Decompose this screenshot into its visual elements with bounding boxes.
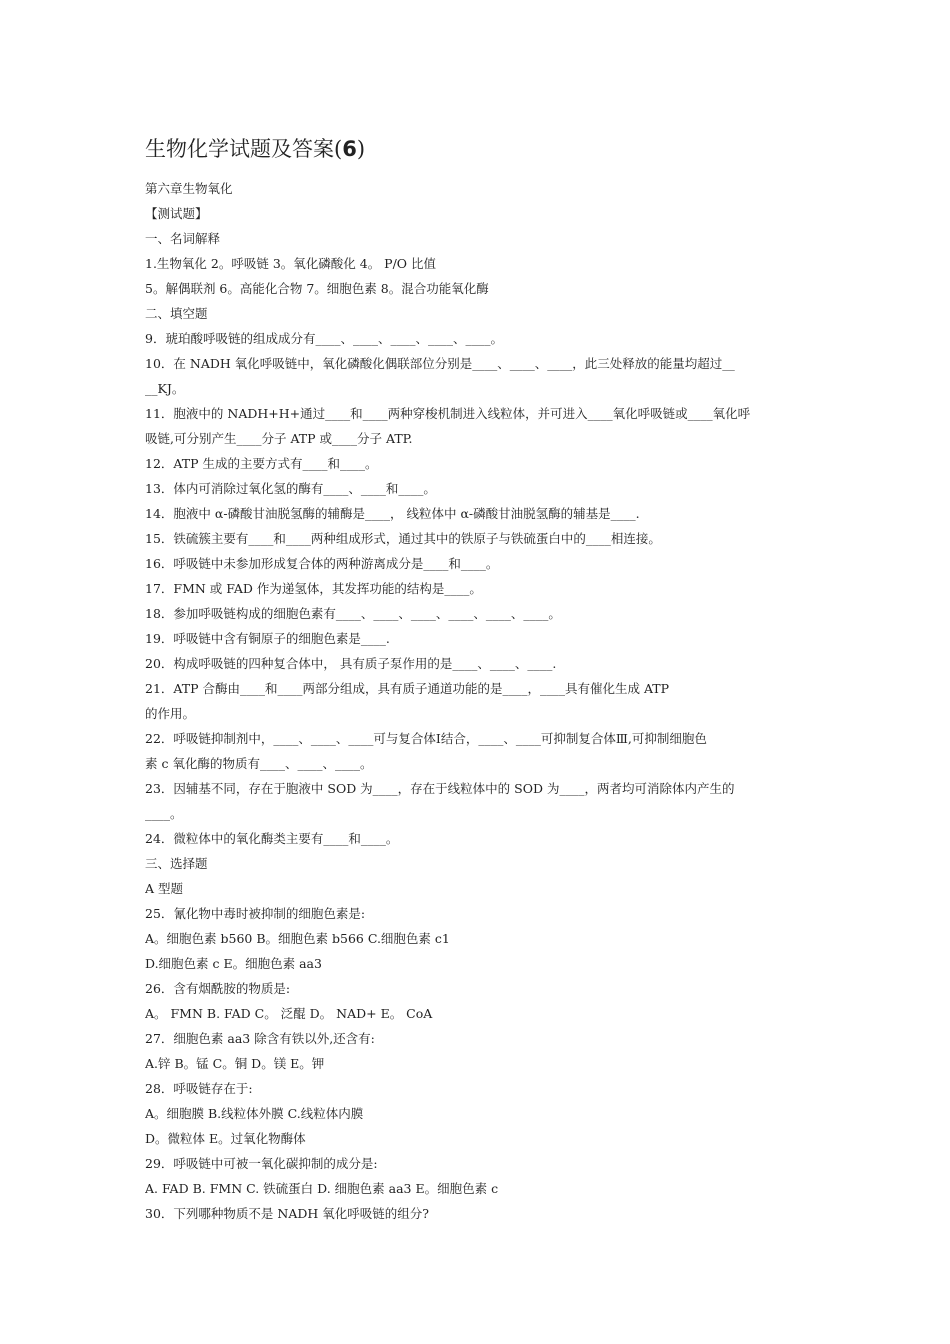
text-line: 25．氰化物中毒时被抑制的细胞色素是: — [145, 906, 366, 921]
text-line: 19．呼吸链中含有铜原子的细胞色素是____. — [145, 631, 390, 646]
text-line: 17．FMN 或 FAD 作为递氢体，其发挥功能的结构是____。 — [145, 581, 482, 596]
document-body — [145, 176, 805, 1226]
text-line: D.细胞色素 c E。细胞色素 aa3 — [145, 956, 322, 971]
text-line: 30．下列哪种物质不是 NADH 氧化呼吸链的组分? — [145, 1206, 429, 1221]
text-line: 二、填空题 — [145, 306, 208, 321]
text-line: 29．呼吸链中可被一氧化碳抑制的成分是: — [145, 1156, 378, 1171]
text-line: 11．胞液中的 NADH+H+通过____和____两种穿梭机制进入线粒体，并可进入____氧化呼吸链或____氧化呼 — [145, 406, 751, 421]
text-line: 10．在 NADH 氧化呼吸链中，氧化磷酸化偶联部位分别是____、____、____，此三处释放的能量均超过__ — [145, 356, 735, 371]
text-line: 的作用。 — [145, 706, 196, 721]
text-line: 20．构成呼吸链的四种复合体中， 具有质子泵作用的是____、____、____. — [145, 656, 557, 671]
text-line: 24．微粒体中的氧化酶类主要有____和____。 — [145, 831, 399, 846]
title-text: 生物化学试题及答案( — [145, 137, 343, 161]
text-line: 22．呼吸链抑制剂中，____、____、____可与复合体Ⅰ结合，____、____可抑制复合体Ⅲ,可抑制细胞色 — [145, 731, 707, 746]
text-line: 21．ATP 合酶由____和____两部分组成，具有质子通道功能的是____，____具有催化生成 ATP — [145, 681, 670, 696]
document-page — [145, 128, 805, 1226]
text-line: 素 c 氧化酶的物质有____、____、____。 — [145, 756, 373, 771]
text-line: 12．ATP 生成的主要方式有____和____。 — [145, 456, 378, 471]
text-line: 28．呼吸链存在于: — [145, 1081, 253, 1096]
text-line: A 型题 — [145, 881, 184, 896]
text-line: 一、名词解释 — [145, 231, 221, 246]
text-line: 13．体内可消除过氧化氢的酶有____、____和____。 — [145, 481, 436, 496]
text-line: 15．铁硫簇主要有____和____两种组成形式，通过其中的铁原子与铁硫蛋白中的____相连接。 — [145, 531, 661, 546]
text-line: 23．因辅基不同，存在于胞液中 SOD 为____，存在于线粒体中的 SOD 为____，两者均可消除体内产生的 — [145, 781, 735, 796]
text-line: 27．细胞色素 aa3 除含有铁以外,还含有: — [145, 1031, 375, 1046]
text-line: A。细胞色素 b560 B。细胞色素 b566 C.细胞色素 c1 — [145, 931, 450, 946]
text-line: 9．琥珀酸呼吸链的组成成分有____、____、____、____、____。 — [145, 331, 503, 346]
text-line: 5。解偶联剂 6。高能化合物 7。细胞色素 8。混合功能氧化酶 — [145, 281, 489, 296]
text-line: 18．参加呼吸链构成的细胞色素有____、____、____、____、____、____。 — [145, 606, 561, 621]
text-line: D。微粒体 E。过氧化物酶体 — [145, 1131, 306, 1146]
title-number: 6 — [342, 137, 357, 161]
title-close: ) — [356, 137, 366, 161]
text-line: A.锌 B。锰 C。铜 D。镁 E。钾 — [145, 1056, 325, 1071]
text-line: 1.生物氧化 2。呼吸链 3。氧化磷酸化 4。 P/O 比值 — [145, 256, 437, 271]
text-line: 26．含有烟酰胺的物质是: — [145, 981, 291, 996]
text-line: 【测试题】 — [145, 206, 208, 221]
document-title — [145, 128, 805, 170]
text-line: 三、选择题 — [145, 856, 208, 871]
text-line: A。 FMN B. FAD C。 泛醌 D。 NAD+ E。 CoA — [145, 1006, 433, 1021]
text-line: A。细胞膜 B.线粒体外膜 C.线粒体内膜 — [145, 1106, 364, 1121]
text-line: A. FAD B. FMN C. 铁硫蛋白 D. 细胞色素 aa3 E。细胞色素 c — [145, 1181, 499, 1196]
text-line: 吸链,可分别产生____分子 ATP 或____分子 ATP. — [145, 431, 413, 446]
text-line: 16．呼吸链中未参加形成复合体的两种游离成分是____和____。 — [145, 556, 499, 571]
text-line: 14．胞液中 α-磷酸甘油脱氢酶的辅酶是____， 线粒体中 α-磷酸甘油脱氢酶的辅基是____. — [145, 506, 640, 521]
text-line: __KJ。 — [145, 381, 185, 396]
text-line: ____。 — [145, 806, 183, 821]
text-line: 第六章生物氧化 — [145, 181, 233, 196]
